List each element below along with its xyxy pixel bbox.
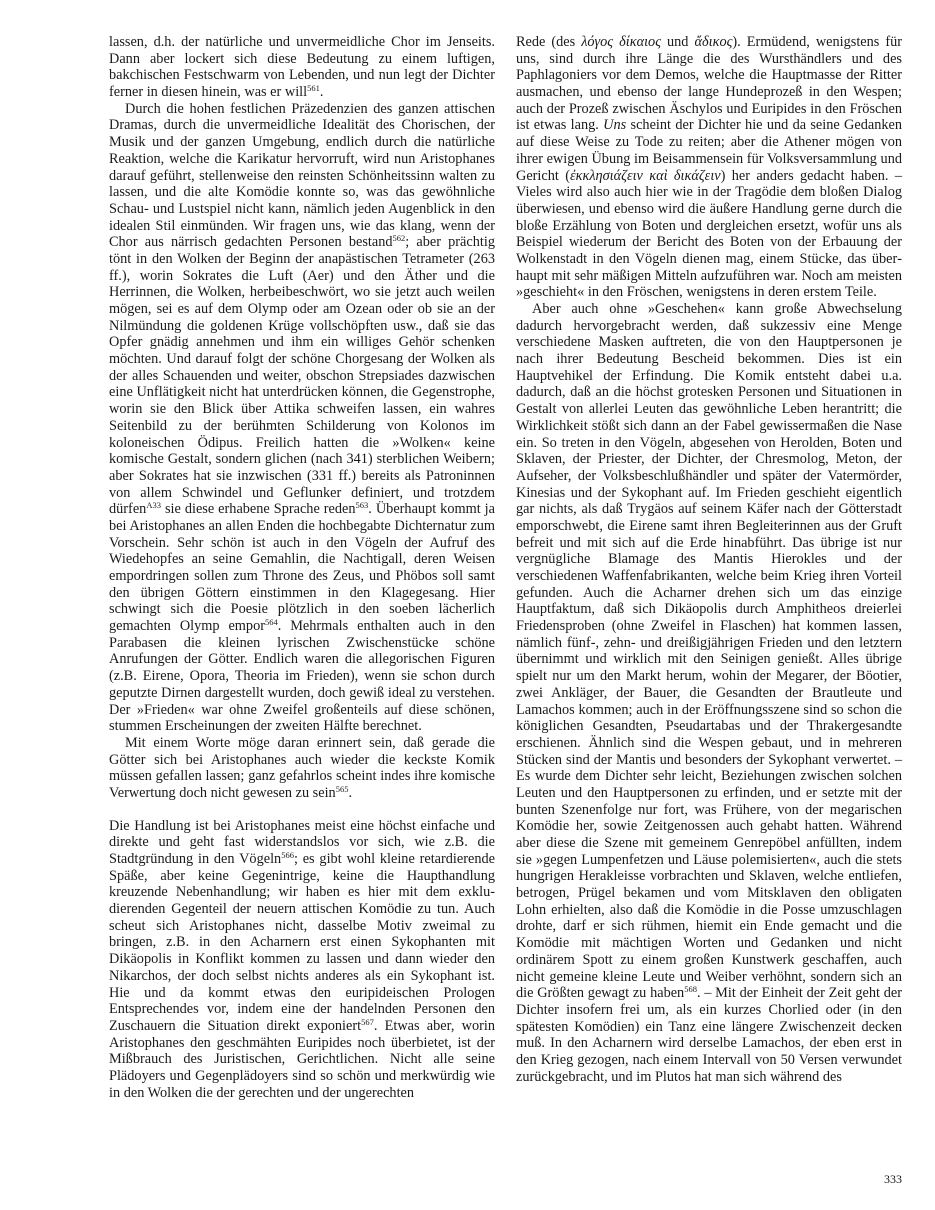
greek-term: ἄδικος: [694, 34, 733, 50]
footnote-ref[interactable]: A33: [146, 500, 161, 511]
footnote-ref[interactable]: 567: [361, 1016, 374, 1027]
page-number: 333: [884, 1172, 902, 1186]
footnote-ref[interactable]: 562: [392, 233, 406, 244]
greek-term: ἐκκλησιάζειν καὶ δικάζειν: [569, 167, 721, 184]
paragraph: Mit einem Worte möge daran erinnert sein, daß gerade die Götter sich bei Aristophanes auch wieder die keckste Komik müssen gefallen lassen; ganz gefahrlos scheint indes ihre komische Verwertung doch nicht gewesen zu sein$^{565}$.: [109, 734, 495, 801]
footnote-ref[interactable]: 566: [281, 850, 294, 860]
footnote-ref[interactable]: 568: [684, 984, 697, 995]
paragraph: lassen, d.h. der natürliche und unvermeidliche Chor im Jenseits. Dann aber lockert sich diese Bedeutung zu einem luftigen, bakchischen Festschwarm von Lebenden, und nun legt der Dichter ferner in diesen hinein, was er will$^{561}$.: [109, 34, 495, 101]
right-column: [516, 34, 902, 1085]
left-column: [109, 34, 495, 1101]
paragraph: Durch die hohen festlichen Präzedenzien des ganzen attischen Dramas, durch die unvermeidliche Idealität des Chorischen, der Musik und der ganzen Umgebung, endlich durch die natürliche Reaktion, welche die Karikatur hervorruft, wird nun Aristophanes darauf geführt, stellenweise den reinsten Schönheitssinn walten zu lassen, und die alte Komödie konnte so, was das gewöhnliche Schau- und Lustspiel nicht kann, nämlich jeden Augenblick in den idealen Stil einmünden. Wir fragen uns, wie das klang, wenn der Chor aus närrisch gedachten Personen bestand$^{562}$; aber prächtig tönt in den Wolken der Beginn der anapästischen Tetrameter (263 ff.), worin Sokrates die Luft (Aer) und den Äther und die Herrinnen, die Wolken, herbeibeschwört, wo sie jetzt auch weilen mögen, sei es auf dem Olymp oder am Ozean oder ob sie an der Nilmündung die goldenen Krüge vollschöpften usw., daß sie das Opfer gnädig annehmen und ihm ein williges Gehör schenken möchten. Und darauf folgt der schöne Chorgesang der Wolken als der alles Schauenden und weiter, obschon Strepsiades dazwischen eine Unflätigkeit nicht hat unterdrücken können, die Gegenstrophe, worin sie den Blick über Attika schweifen lassen, ein wahres Seitenbild zu der berühmten Schilderung von Kolonos im koloneischen Ödipus. Freilich hatten die »Wolken« keine komische Gestalt, sondern glichen (nach 341) sterblichen Weibern; aber Sokrates hat sie inzwischen (331 ff.) bereits als Patroninnen von allem Schwindel und Geflunker definiert, und trotzdem dürfen$^{A33}$ sie diese erhabene Sprache reden$^{563}$. Überhaupt kommt ja bei Aristophanes an allen Enden die hochbegabte Dichternatur zum Vorschein. Sehr schön ist auch in den Vögeln der Aufruf des Wiedehopfes an seine Gemahlin, die Nachtigall, deren Weisen empordringen sollen zum Throne des Zeus, und Phöbos soll samt den übrigen Göttern einstimmen in den Klagegesang. Hier schwingt sich die Poesie plötzlich in den soeben lächerlich gemachten Olymp empor$^{564}$. Mehrmals enthalten auch in den Parabasen die kleinen lyrischen Zwischenstücke schöne Anrufungen der Götter. Endlich waren die allegorischen Figuren (z.B. Eirene, Opora, Theoria im Frieden), wenn sie schon durch geputzte Dirnen dargestellt wurden, doch gewiß ideal zu verstehen. Der »Frieden« war ohne Zweifel großenteils auf diese schönen, stummen Erscheinungen der zweiten Hälfte berechnet.: [109, 100, 496, 735]
footnote-ref[interactable]: 561: [307, 83, 320, 94]
footnote-ref[interactable]: 565: [335, 783, 349, 794]
paragraph: Die Handlung ist bei Aristophanes meist eine höchst einfache und direkte und geht fast widerstandslos vor sich, wie z.B. die Stadtgründung in den Vögeln$^{566}$; es gibt wohl kleine retardierende Späße, aber keine Gegenintrige, keine die Haupthandlung kreuzende Nebenhandlung; wir haben es hier mit dem exkludierenden Gegenteil der neuern attischen Komödie zu tun. Auch scheut sich Aristophanes nicht, dasselbe Motiv zweimal zu bringen, z.B. in den Acharnern erst einen Sykophanten mit Dikäopolis in Konflikt kommen zu lassen und dann wieder den Nikarchos, der doch selbst nichts anderes als ein Sykophant ist. Hie und da kommt etwas den euripideischen Prologen Entsprechendes vor, indem eine der handelnden Personen den Zuschauern die Situation direkt exponiert$^{567}$. Etwas aber, worin Aristophanes den geschmähten Euripides noch überbietet, ist der Mißbrauch des Juristischen, Gerichtlichen. Nicht alle seine Plädoyers und Gegenplädoyers sind so schön und merkwürdig wie in den Wolken die der gerechten und der ungerechten: [109, 817, 496, 1101]
paragraph: Aber auch ohne »Geschehen« kann große Abwechselung dadurch hervorgebracht werden, daß sukzessiv eine Menge verschiedene Masken auftreten, die von den Hauptpersonen je nach ihrer Bedeutung Bescheid bekommen. Dies ist ein Hauptvehikel der Erfindung. Die Komik entsteht dabei u.a. dadurch, daß an die höchst grotesken Personen und Situationen in Gestalt von allerlei Leuten das gewöhnliche Leben herantritt; die Wirklichkeit stößt sich dann an der Fabel gewissermaßen die Nase ein. So treten in den Vögeln, abgesehen von Herolden, Boten und Sklaven, der Priester, der Dichter, der Chresmolog, Meton, der Aufseher, der Volksbeschlußhändler und später der Vatermörder, Kinesias und der Sykophant auf. Im Frieden geschieht eigentlich gar nichts, als daß Trygäos auf seinem Käfer nach der Götterstadt emporschwebt, die Eirene samt ihren Begleiterinnen aus der Gruft befreit und mit sich auf die Erde hinabführt. Das übrige ist nur vergnügliche Blamage des Mantis Hierokles und der verschiedenen Waffenfabrikanten, welche beim Krieg ihren Vorteil gefunden. Auch die Acharner drehen sich um das einzige Hauptfaktum, daß sich Dikäopolis durch Amphitheos dreierlei Friedensproben (ohne Zweifel in Flaschen) hat kommen lassen, nämlich fünf-, zehn- und dreißigjährigen Frieden und den letztern übernimmt und wirklich mit den Seinigen genießt. Alles übrige spielt nur um den Markt herum, wohin der Megarer, der Böotier, zwei Ankläger, der Bauer, die Gesandten der Brautleute und Lamachos kommen; auch in der Eröffnungsszene sind so schon die königlichen Gesandten, Pseudartabas und der Thrakergesandte erschienen. Ähnlich sind die Wespen gebaut, und in mehreren Stücken sind der Mantis und besonders der Sykophant verwertet. – Es wurde dem Dichter sehr leicht, Beziehungen zwischen solchen Leuten und den Hauptpersonen zu erfinden, und er setzte mit der bunten Szenenfolge nur fort, was Frühere, von der megarischen Komödie her, sowie Zeitgenossen auch gehabt hatten. Während aber diese die Szene mit gemeinem Genrepöbel anfüllten, indem sie »gegen Lumpenfetzen und Läuse polemisierten«, auch die stets hungrigen Herakleisse vorbrachten und Sklaven, welche entliefen, betrogen, Prügel bekamen und vom Mitsklaven den obligaten Lohn erhielten, also daß die Komödie in die Posse umzuschlagen drohte, darf er sich rühmen, hiemit ein Ende gemacht und die Komödie mit mächtigen Worten und Gedanken und nicht ordinärem Spott zu einem großen Kunstwerk geschaffen, auch nicht gemeine kleine Leute und Weiber verhöhnt, sondern sich an die Größten gewagt zu haben$^{568}$. – Mit der Einheit der Zeit geht der Dichter insofern frei um, als ein kurzes Chorlied oder (in den spätesten Komödien) ein Tanz eine längere Zwischenzeit decken muß. In den Acharnern wird derselbe Lamachos, der eben erst in den Krieg gezogen, nach einem Intervall von 50 Versen verwundet zurückgebracht, und im Plutos hat man sich während des: [516, 301, 903, 1085]
greek-term: λόγος δίκαιος: [581, 34, 662, 50]
emphasis: Uns: [603, 117, 627, 134]
paragraph: Rede (des λόγος δίκαιος und ἄδικος). Ermüdend, wenigstens für uns, sind durch ihre Länge die des Wursthändlers und des Paphlagoniers vor dem Demos, welche die Hauptmasse der Ritter ausmachen, und ebenso der lange Hundeprozeß in den Wespen; auch der Prozeß zwischen Äschylos und Euripides in den Fröschen ist etwas lang. Uns scheint der Dichter hie und da seine Gedanken auf diese Weise zu Tode zu reiten; aber die Athener mögen von ihrer ewigen Übung im Beisammensein für Volksversammlung und Gericht (ἐκκλησιάζειν καὶ δικάζειν) her anders gedacht haben. – Vieles wird also auch hier wie in der Tragödie dem bloßen Dialog überwiesen, und ebenso wird die äußere Handlung gerne durch die bloße Erzählung von Boten und dergleichen ersetzt, wofür uns als Beispiel wiederum der Bericht des Boten von der Erbauung der Wolkenstadt in den Vögeln dienen mag, einem Stücke, das überhaupt mit sehr mäßigen Mitteln aufzuführen war. Noch am meisten »geschieht« in den Fröschen, wenigstens in deren erstem Teile.: [516, 34, 903, 301]
footnote-ref[interactable]: 564: [264, 617, 278, 628]
footnote-ref[interactable]: 563: [355, 500, 369, 511]
